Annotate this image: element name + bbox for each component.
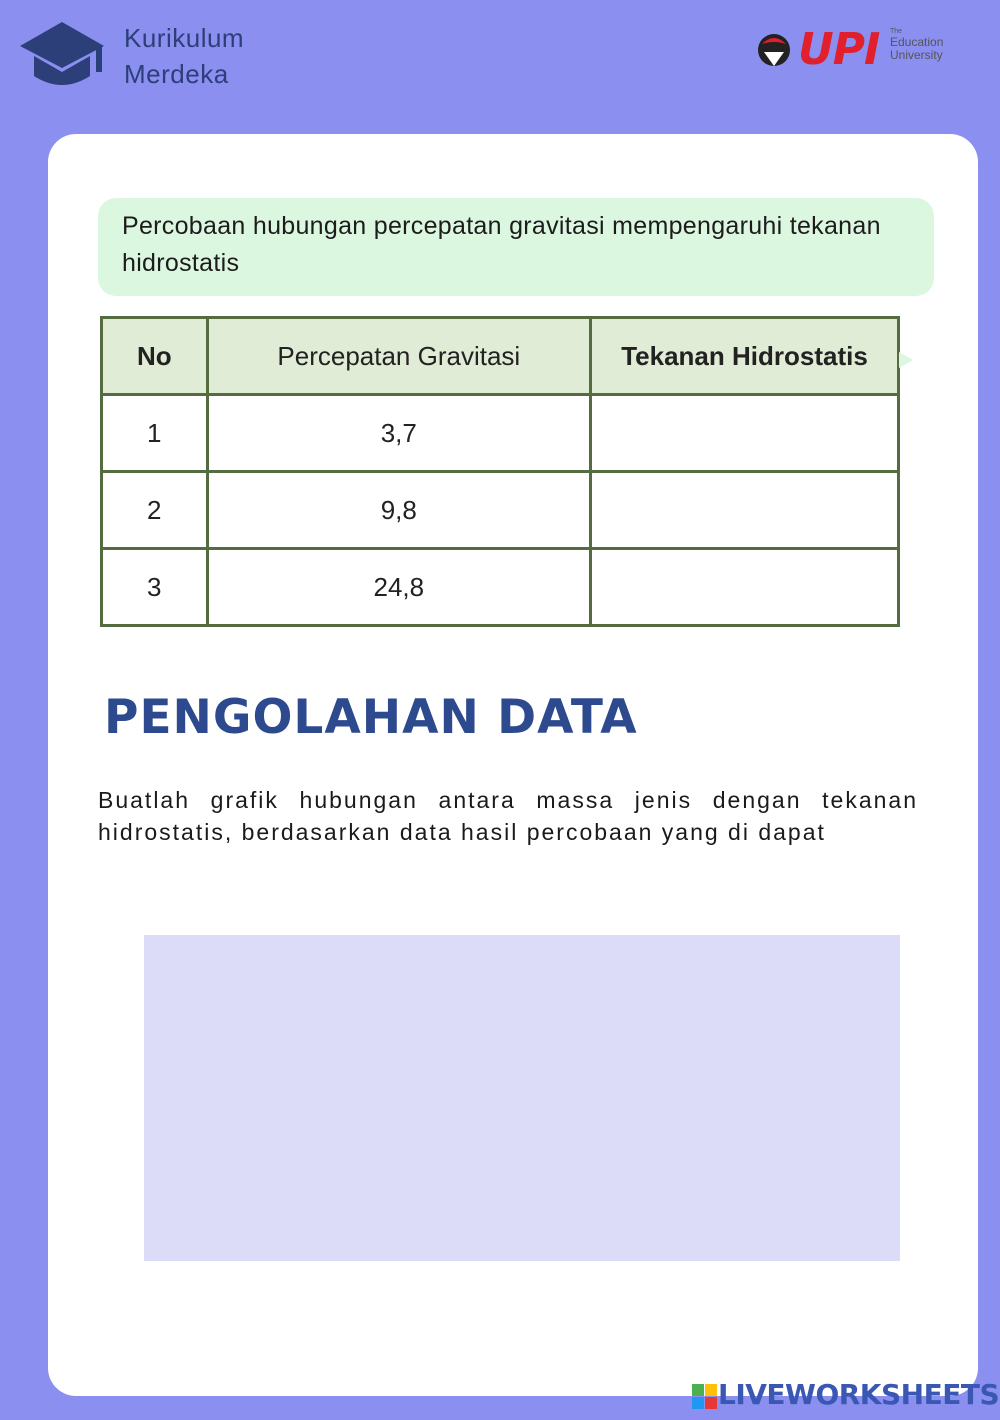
brand-line-2: Merdeka: [124, 59, 229, 89]
cell-gravity: 3,7: [207, 395, 590, 472]
header-gravity: Percepatan Gravitasi: [207, 318, 590, 395]
graph-drawing-area[interactable]: [144, 935, 900, 1261]
instruction-text: Buatlah grafik hubungan antara massa jenis dengan tekanan hidrostatis, berdasarkan data hasil percobaan yang di dapat: [98, 787, 918, 845]
header-no: No: [102, 318, 208, 395]
university-emblem-icon: [756, 30, 792, 70]
brand-line-1: Kurikulum: [124, 23, 245, 53]
university-logo-text: UPI: [798, 24, 880, 75]
liveworksheets-logo-icon: [692, 1384, 718, 1410]
footer-brand-text: LIVEWORKSHEETS: [718, 1378, 1000, 1411]
cell-gravity: 9,8: [207, 472, 590, 549]
university-subtitle: [890, 28, 943, 62]
table-row: [102, 549, 899, 626]
section-title: PENGOLAHAN DATA: [104, 690, 638, 745]
graduation-cap-icon: [18, 20, 106, 92]
brand-title: [124, 20, 244, 92]
table-header-row: [102, 318, 899, 395]
header-pressure: Tekanan Hidrostatis: [591, 318, 899, 395]
data-table: [100, 316, 900, 627]
cell-pressure-input[interactable]: [591, 472, 899, 549]
cell-pressure-input[interactable]: [591, 395, 899, 472]
university-logo: [756, 26, 966, 78]
cell-no: 2: [102, 472, 208, 549]
cell-no: 1: [102, 395, 208, 472]
table-row: [102, 395, 899, 472]
cell-gravity: 24,8: [207, 549, 590, 626]
university-sub-line1: Education: [890, 35, 944, 49]
experiment-callout: Percobaan hubungan percepatan gravitasi mempengaruhi tekanan hidrostatis: [98, 198, 934, 296]
table-row: [102, 472, 899, 549]
university-sub-line2: University: [890, 48, 943, 62]
callout-pointer-icon: [899, 352, 913, 368]
cell-pressure-input[interactable]: [591, 549, 899, 626]
cell-no: 3: [102, 549, 208, 626]
university-sub-the: The: [890, 28, 903, 35]
